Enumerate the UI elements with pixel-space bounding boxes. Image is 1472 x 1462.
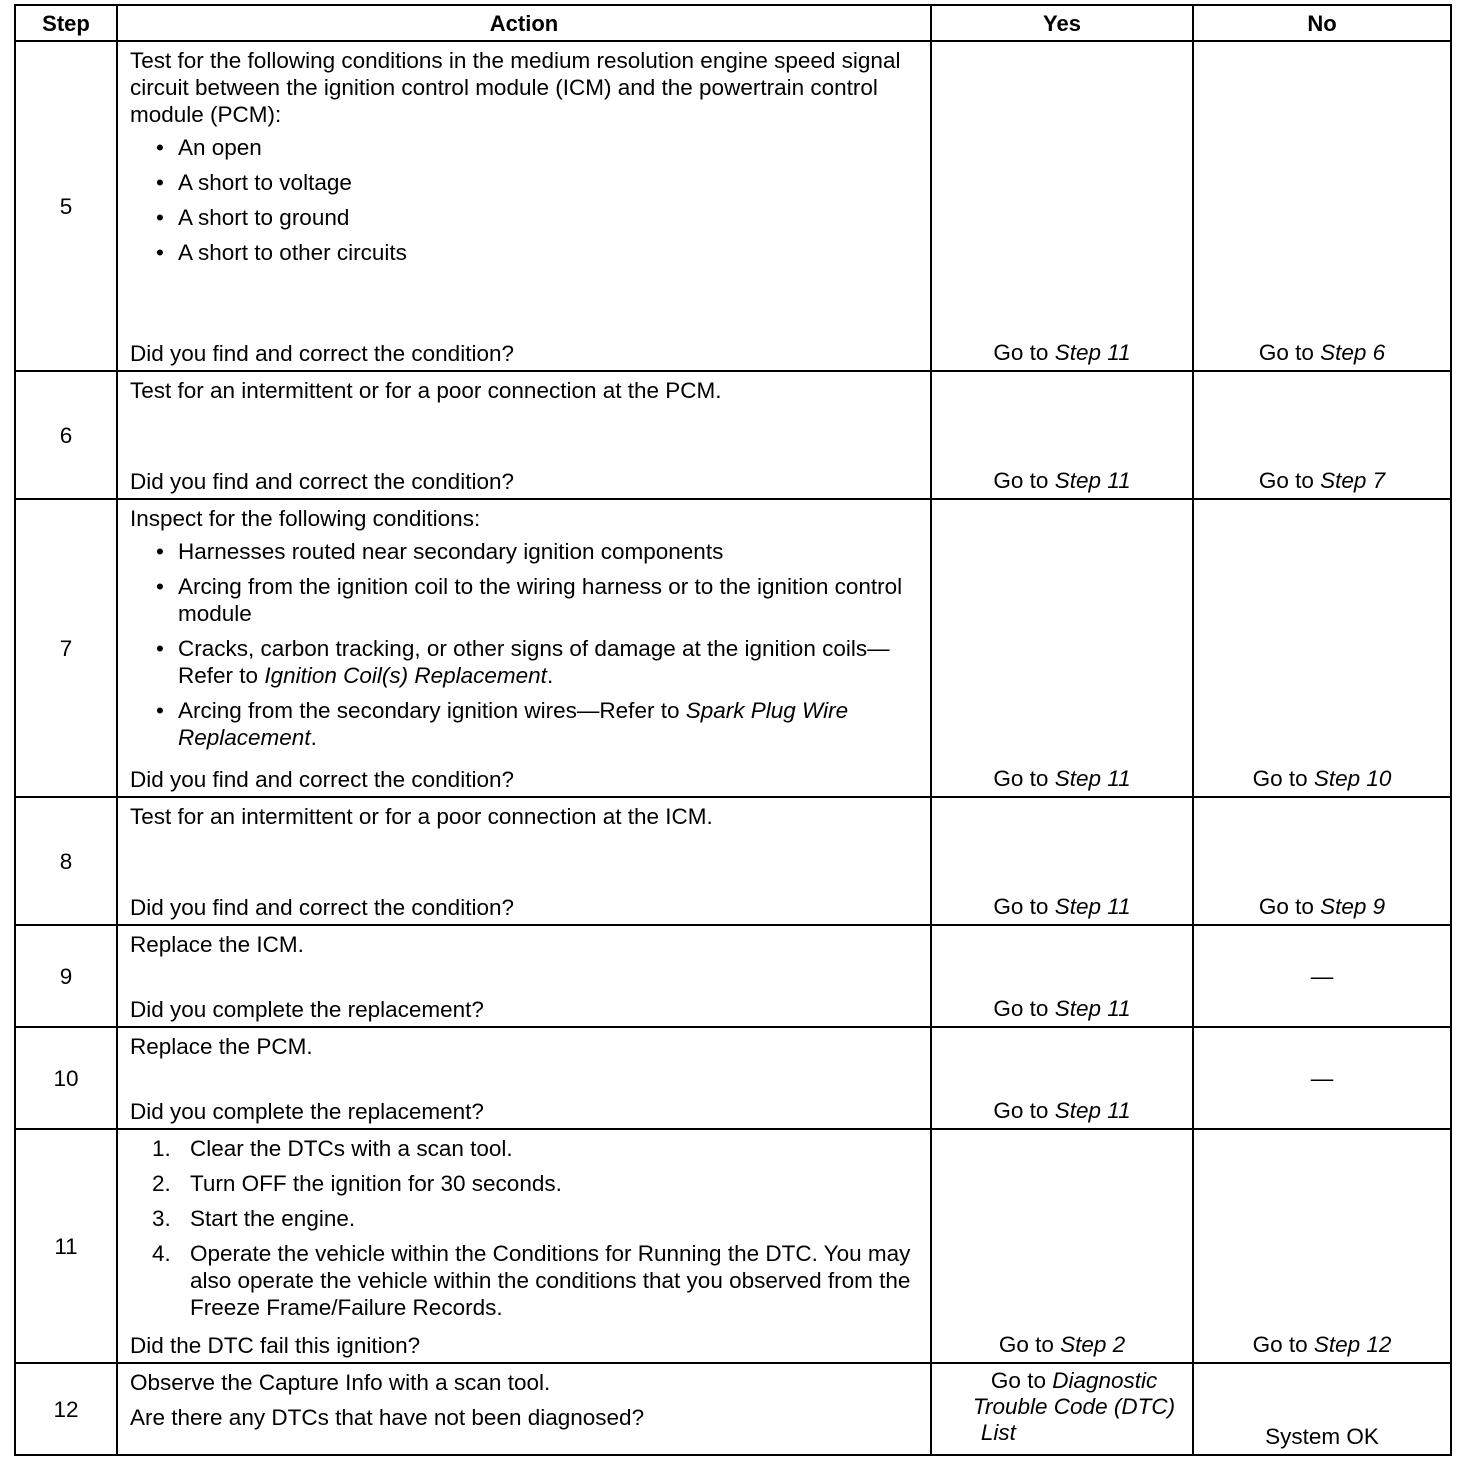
list-item <box>156 697 918 751</box>
yes-cell <box>931 1027 1193 1129</box>
step-number: 10 <box>15 1027 117 1129</box>
action-intro: Test for the following conditions in the medium resolution engine speed signal circuit between the ignition control module (ICM) and the powertrain control module (PCM): <box>130 48 901 127</box>
list-item-text: Arcing from the secondary ignition wires—Refer to <box>178 698 680 723</box>
dash-placeholder: — <box>1310 963 1334 989</box>
period: . <box>310 725 317 750</box>
header-step: Step <box>15 5 117 41</box>
list-item: • A short to voltage <box>156 169 918 196</box>
action-question: Did the DTC fail this ignition? <box>130 1333 421 1358</box>
action-question: Did you complete the replacement? <box>130 1099 484 1124</box>
no-cell <box>1193 925 1451 1027</box>
goto-prefix: Go to <box>1252 1332 1308 1357</box>
step-number: 12 <box>15 1363 117 1455</box>
reference-link-line1: Diagnostic <box>1052 1368 1158 1393</box>
list-item: • A short to ground <box>156 204 918 231</box>
action-cell <box>117 925 931 1027</box>
item-text: Clear the DTCs with a scan tool. <box>190 1136 513 1161</box>
no-cell <box>1193 1129 1451 1363</box>
step-link[interactable]: Step 11 <box>1054 894 1131 919</box>
action-question: Are there any DTCs that have not been diagnosed? <box>130 1405 645 1430</box>
action-question: Did you find and correct the condition? <box>130 895 514 920</box>
diagnostic-table <box>14 4 1452 1456</box>
step-link[interactable]: Step 2 <box>1060 1332 1126 1357</box>
goto-prefix: Go to <box>993 766 1049 791</box>
table-row <box>15 1363 1451 1455</box>
goto-prefix: Go to <box>993 340 1049 365</box>
step-link[interactable]: Step 11 <box>1054 468 1131 493</box>
action-intro: Replace the PCM. <box>130 1034 313 1059</box>
condition-list <box>130 538 918 751</box>
action-cell <box>117 1027 931 1129</box>
action-question: Did you find and correct the condition? <box>130 341 514 366</box>
step-link[interactable]: Step 12 <box>1313 1332 1392 1357</box>
yes-cell <box>931 41 1193 371</box>
reference-link-line3: List <box>980 1420 1016 1445</box>
action-cell <box>117 41 931 371</box>
step-link[interactable]: Step 11 <box>1054 996 1131 1021</box>
action-intro: Test for an intermittent or for a poor connection at the PCM. <box>130 378 722 403</box>
yes-cell <box>931 797 1193 925</box>
no-cell <box>1193 371 1451 499</box>
no-cell <box>1193 499 1451 797</box>
yes-cell <box>931 925 1193 1027</box>
goto-prefix: Go to <box>1258 468 1314 493</box>
yes-cell <box>931 371 1193 499</box>
list-item <box>152 1205 918 1232</box>
action-cell <box>117 499 931 797</box>
action-question: Did you find and correct the condition? <box>130 469 514 494</box>
item-text: Turn OFF the ignition for 30 seconds. <box>190 1171 562 1196</box>
table-row <box>15 1129 1451 1363</box>
action-intro: Inspect for the following conditions: <box>130 506 481 531</box>
reference-link[interactable]: Ignition Coil(s) Replacement <box>264 663 547 688</box>
no-cell <box>1193 41 1451 371</box>
condition-list <box>130 134 918 266</box>
item-number: 1. <box>152 1136 171 1161</box>
action-question: Did you find and correct the condition? <box>130 767 514 792</box>
reference-link-line2: Trouble Code (DTC) <box>972 1394 1176 1419</box>
table-row <box>15 797 1451 925</box>
no-cell <box>1193 1363 1451 1455</box>
goto-prefix: Go to <box>993 468 1049 493</box>
item-number: 3. <box>152 1206 171 1231</box>
list-item <box>156 635 918 689</box>
action-cell <box>117 1129 931 1363</box>
table-row <box>15 41 1451 371</box>
goto-prefix: Go to <box>993 996 1049 1021</box>
reference-link[interactable]: Spark Plug Wire Replacement <box>178 698 849 750</box>
action-question: Did you complete the replacement? <box>130 997 484 1022</box>
table-row <box>15 371 1451 499</box>
goto-prefix: Go to <box>990 1368 1046 1393</box>
step-link[interactable]: Step 11 <box>1054 766 1131 791</box>
goto-prefix: Go to <box>998 1332 1054 1357</box>
step-link[interactable]: Step 7 <box>1320 468 1386 493</box>
goto-prefix: Go to <box>1252 766 1308 791</box>
list-item <box>152 1135 918 1162</box>
item-text: Start the engine. <box>190 1206 356 1231</box>
no-cell <box>1193 797 1451 925</box>
item-text: Operate the vehicle within the Conditions for Running the DTC. You may also operate the vehicle within the conditions that you observed from the Freeze Frame/Failure Records. <box>190 1241 911 1320</box>
yes-cell <box>931 1129 1193 1363</box>
table-row <box>15 1027 1451 1129</box>
action-cell <box>117 797 931 925</box>
table-row <box>15 925 1451 1027</box>
action-intro: Observe the Capture Info with a scan tool. <box>130 1370 551 1395</box>
action-cell <box>117 1363 931 1455</box>
item-number: 4. <box>152 1241 171 1266</box>
list-item <box>152 1170 918 1197</box>
goto-prefix: Go to <box>1258 340 1314 365</box>
step-link[interactable]: Step 10 <box>1313 766 1392 791</box>
list-item <box>152 1240 918 1321</box>
step-link[interactable]: Step 9 <box>1320 894 1386 919</box>
list-item: • Harnesses routed near secondary ignition components <box>156 538 918 565</box>
procedure-list <box>130 1135 918 1329</box>
step-number: 5 <box>15 41 117 371</box>
item-number: 2. <box>152 1171 171 1196</box>
step-link[interactable]: Step 11 <box>1054 340 1131 365</box>
list-item: • A short to other circuits <box>156 239 918 266</box>
header-action: Action <box>117 5 931 41</box>
goto-prefix: Go to <box>993 894 1049 919</box>
period: . <box>546 663 554 688</box>
step-number: 9 <box>15 925 117 1027</box>
step-number: 7 <box>15 499 117 797</box>
header-no: No <box>1193 5 1451 41</box>
step-number: 11 <box>15 1129 117 1363</box>
no-cell <box>1193 1027 1451 1129</box>
step-link[interactable]: Step 11 <box>1054 1098 1131 1123</box>
list-item: • An open <box>156 134 918 161</box>
step-number: 8 <box>15 797 117 925</box>
goto-prefix: Go to <box>993 1098 1049 1123</box>
yes-cell <box>931 1363 1193 1455</box>
system-ok-text: System OK <box>1265 1424 1379 1449</box>
step-number: 6 <box>15 371 117 499</box>
action-intro: Test for an intermittent or for a poor connection at the ICM. <box>130 804 713 829</box>
header-yes: Yes <box>931 5 1193 41</box>
list-item-text: Cracks, carbon tracking, or other signs of damage at the ignition coils—Refer to <box>178 636 890 688</box>
yes-cell <box>931 499 1193 797</box>
action-intro: Replace the ICM. <box>130 932 304 957</box>
dash-placeholder: — <box>1310 1065 1334 1091</box>
goto-prefix: Go to <box>1258 894 1314 919</box>
action-cell <box>117 371 931 499</box>
table-row <box>15 499 1451 797</box>
list-item: • Arcing from the ignition coil to the wiring harness or to the ignition control module <box>156 573 918 627</box>
dtc-list-link[interactable] <box>949 1368 1175 1448</box>
step-link[interactable]: Step 6 <box>1320 340 1386 365</box>
header-row <box>15 5 1451 41</box>
